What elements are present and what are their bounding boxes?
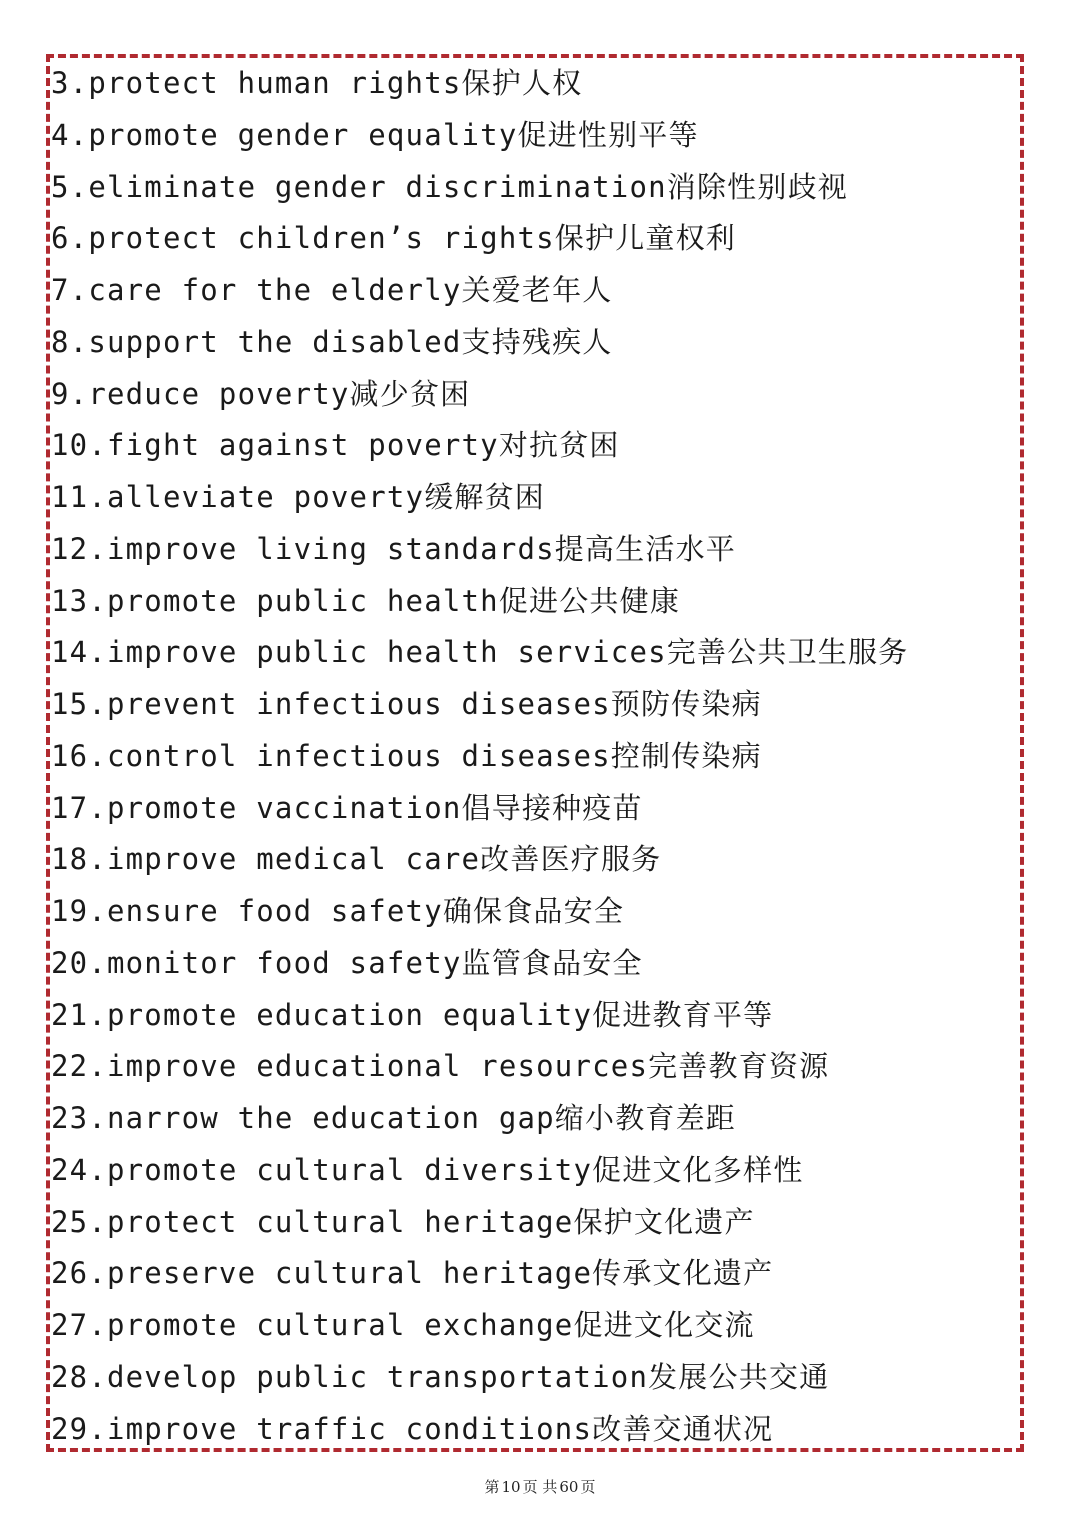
list-item: 21.promote education equality促进教育平等 xyxy=(51,997,774,1032)
list-item: 7.care for the elderly关爱老年人 xyxy=(51,273,613,307)
list-item: 20.monitor food safety监管食品安全 xyxy=(51,945,643,980)
list-item: 23.narrow the education gap缩小教育差距 xyxy=(51,1101,737,1135)
list-item: 24.promote cultural diversity促进文化多样性 xyxy=(51,1152,804,1187)
phrase-list xyxy=(51,58,1019,1455)
page-footer xyxy=(0,1476,1080,1497)
list-item: 4.promote gender equality促进性别平等 xyxy=(51,117,699,152)
list-item: 10.fight against poverty对抗贫困 xyxy=(51,428,620,463)
list-item: 11.alleviate poverty缓解贫困 xyxy=(51,480,545,514)
list-item: 6.protect children’s rights保护儿童权利 xyxy=(51,221,737,256)
list-item: 9.reduce poverty减少贫困 xyxy=(51,376,471,411)
list-item: 29.improve traffic conditions改善交通状况 xyxy=(51,1411,774,1446)
list-item: 19.ensure food safety确保食品安全 xyxy=(51,894,625,928)
list-item: 3.protect human rights保护人权 xyxy=(51,66,583,100)
list-item: 14.improve public health services完善公共卫生服务 xyxy=(51,635,909,670)
list-item: 22.improve educational resources完善教育资源 xyxy=(51,1049,830,1084)
list-item: 28.develop public transportation发展公共交通 xyxy=(51,1359,830,1394)
list-item: 12.improve living standards提高生活水平 xyxy=(51,531,737,566)
list-item: 27.promote cultural exchange促进文化交流 xyxy=(51,1308,755,1342)
list-item: 25.protect cultural heritage保护文化遗产 xyxy=(51,1204,755,1239)
list-item: 16.control infectious diseases控制传染病 xyxy=(51,738,762,773)
footer-suffix: 页 xyxy=(580,1478,596,1496)
list-item: 8.support the disabled支持残疾人 xyxy=(51,324,613,359)
list-item: 5.eliminate gender discrimination消除性别歧视 xyxy=(51,169,848,204)
footer-prefix: 第 xyxy=(484,1478,500,1496)
footer-middle: 页 共 xyxy=(522,1478,558,1496)
list-item: 18.improve medical care改善医疗服务 xyxy=(51,842,662,877)
list-item: 15.prevent infectious diseases预防传染病 xyxy=(51,687,762,721)
list-item: 26.preserve cultural heritage传承文化遗产 xyxy=(51,1256,774,1291)
total-pages-number: 60 xyxy=(559,1478,579,1496)
current-page-number: 10 xyxy=(501,1478,521,1496)
list-item: 13.promote public health促进公共健康 xyxy=(51,583,681,618)
list-item: 17.promote vaccination倡导接种疫苗 xyxy=(51,790,643,825)
